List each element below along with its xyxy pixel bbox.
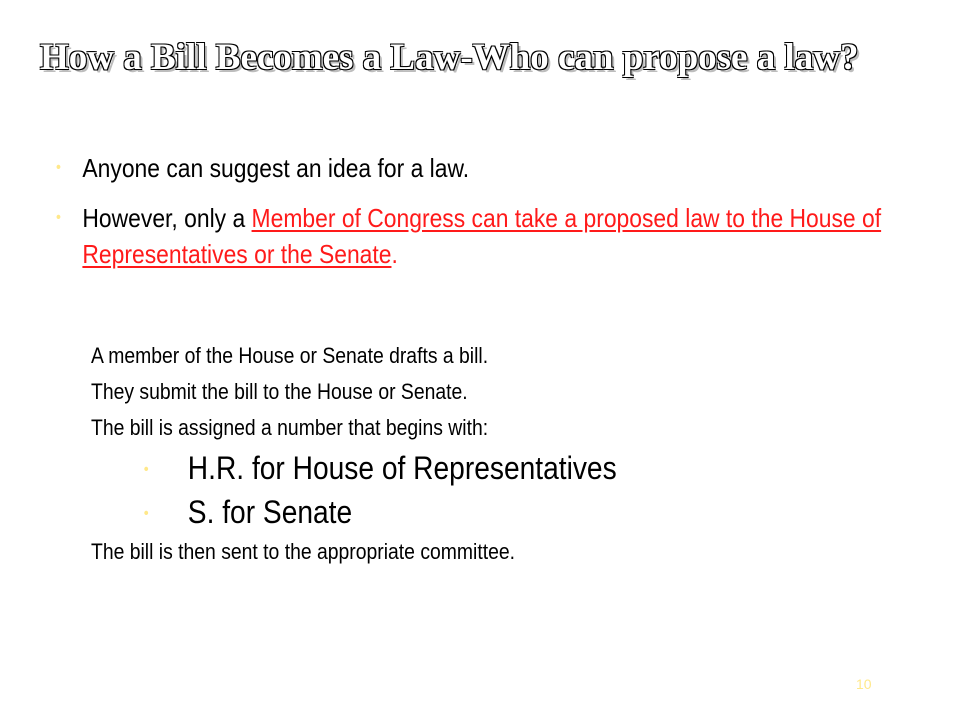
bullet-icon: •: [143, 505, 149, 522]
bill-steps: [91, 338, 760, 570]
bullet-item-anyone: [56, 150, 910, 186]
bullet-icon: •: [56, 209, 61, 226]
bullet-icon: •: [56, 159, 61, 176]
main-bullet-list: [56, 150, 906, 286]
slide-title: How a Bill Becomes a Law-Who can propose a law?: [40, 37, 859, 78]
sub-item-senate-text: S. for Senate: [187, 494, 353, 530]
bullet-item-member-of-congress: [56, 200, 910, 272]
bullet-icon: •: [143, 461, 149, 478]
bullet-item-suffix: .: [391, 239, 398, 269]
bullet-item-prefix: However, only a: [82, 203, 252, 233]
member-of-congress-link[interactable]: Member of Congress can take a proposed law to the House of Representatives or the Senate: [82, 203, 882, 269]
bullet-item-text: Anyone can suggest an idea for a law.: [82, 153, 470, 183]
slide-number: 10: [856, 676, 872, 692]
sub-item-senate: [91, 490, 760, 534]
step-sent-to-committee: The bill is then sent to the appropriate committee.: [91, 539, 515, 564]
sub-item-house-text: H.R. for House of Representatives: [187, 450, 617, 486]
step-drafts-bill: A member of the House or Senate drafts a bill.: [91, 343, 489, 368]
step-submit-bill: They submit the bill to the House or Senate.: [91, 379, 468, 404]
step-assign-number: The bill is assigned a number that begins with:: [91, 415, 489, 440]
sub-item-house: [91, 446, 760, 490]
